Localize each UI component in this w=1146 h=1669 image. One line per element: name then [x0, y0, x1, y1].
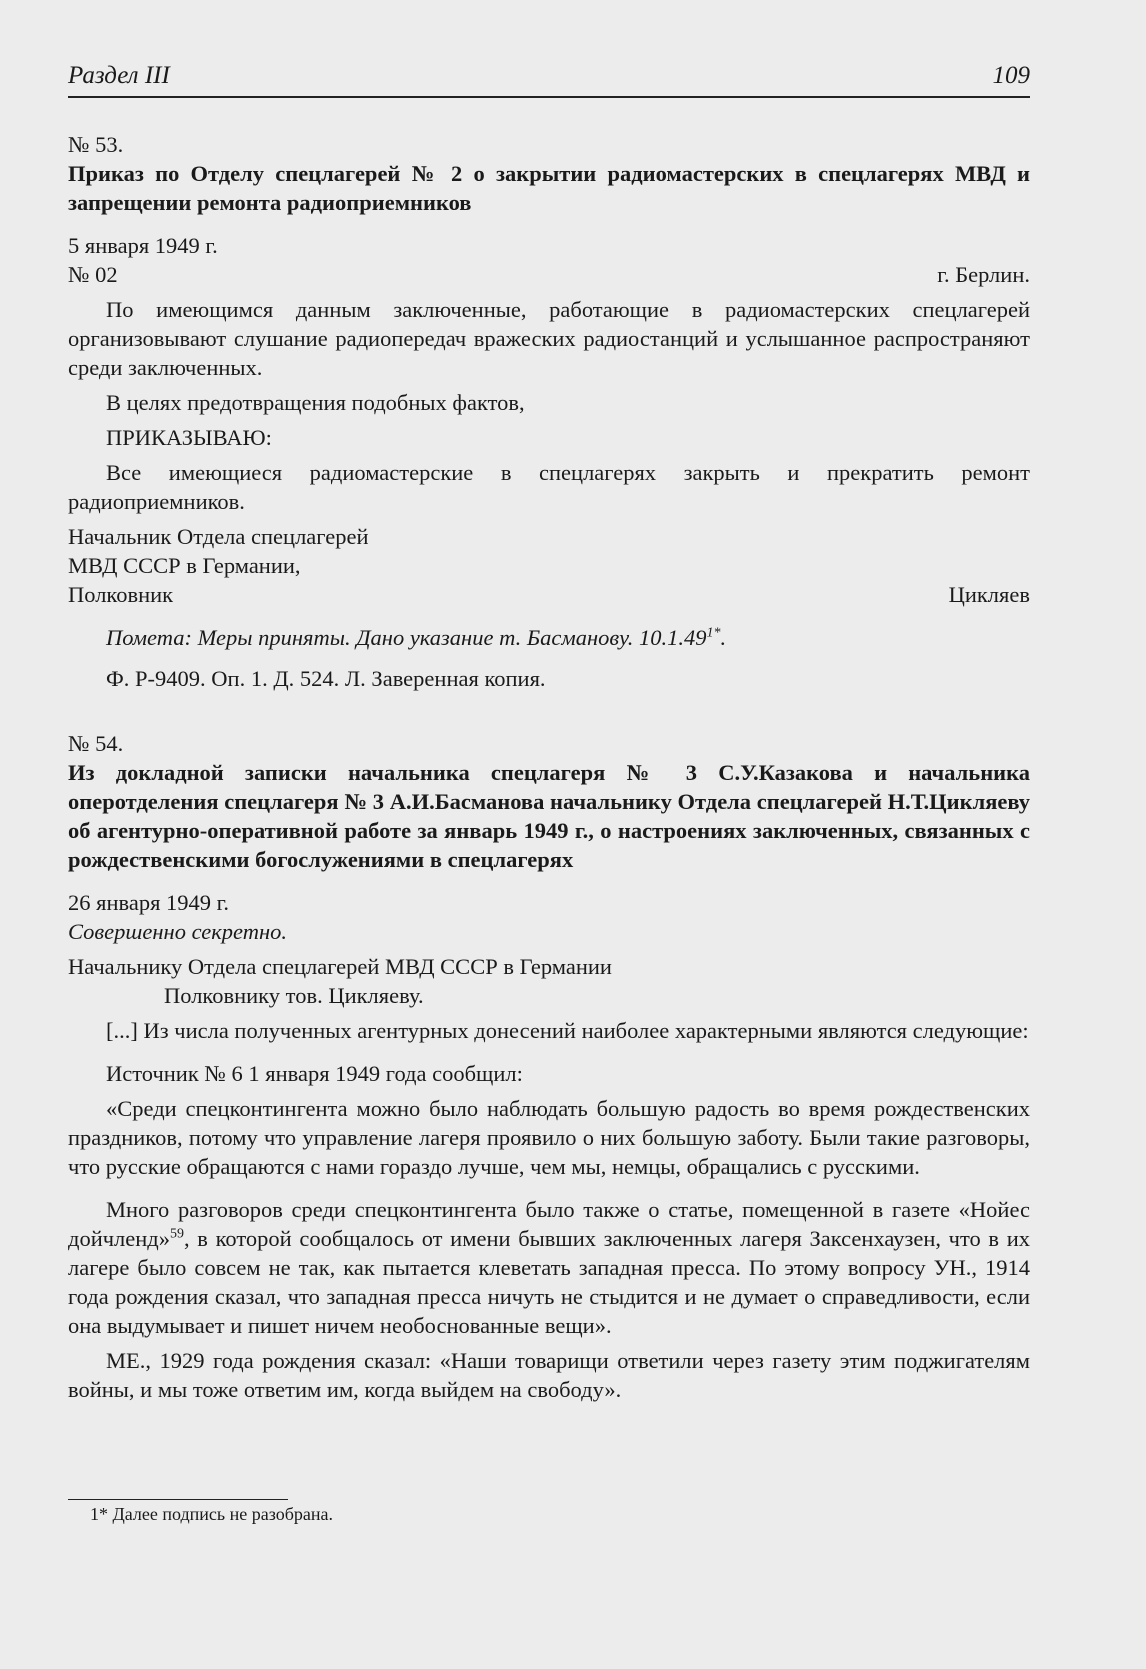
doc54-date: 26 января 1949 г.	[68, 890, 229, 915]
doc54-paragraph-1: [...] Из числа полученных агентурных донесений наиболее характерными являются следующие:	[106, 1018, 1029, 1043]
doc54-footnote-ref-59: 59	[170, 1226, 185, 1242]
footnote-mark: 1*	[90, 1504, 108, 1524]
doc54-paragraph-2: Источник № 6 1 января 1949 года сообщил:	[106, 1061, 523, 1086]
doc53-date: 5 января 1949 г.	[68, 233, 218, 258]
doc53-signature-line-1: Начальник Отдела спецлагерей	[68, 524, 369, 549]
footnote-divider	[68, 1499, 288, 1500]
page-number: 109	[992, 62, 1030, 89]
doc54-secrecy-stamp: Совершенно секретно.	[68, 919, 288, 944]
section-label: Раздел III	[68, 62, 170, 89]
page-header	[68, 62, 1030, 98]
doc53-title: Приказ по Отделу спецлагерей № 2 о закрытии радиомастерских в спецлагерях МВД и запрещении ремонта радиоприемников	[68, 161, 1030, 215]
doc54-paragraph-5: МЕ., 1929 года рождения сказал: «Наши товарищи ответили через газету этим поджигателям войны, и мы тоже ответим им, когда выйдем на свободу».	[68, 1348, 1030, 1402]
doc53-paragraph-4: Все имеющиеся радиомастерские в спецлагерях закрыть и прекратить ремонт радиоприемников.	[68, 460, 1030, 514]
doc54-addressee-line-1: Начальнику Отдела спецлагерей МВД СССР в Германии	[68, 954, 612, 979]
page-content	[68, 130, 1030, 1404]
doc53-signature-line-2: МВД СССР в Германии,	[68, 553, 301, 578]
doc53-order-number: № 02	[68, 262, 118, 287]
doc54-paragraph-4-start: Много разговоров среди спецконтингента было также о статье, помещенной в газете «Нойес дойчленд»	[68, 1197, 1030, 1251]
footnote-text: Далее подпись не разобрана.	[108, 1504, 334, 1524]
doc53-note-end: .	[720, 625, 727, 650]
doc53-place: г. Берлин.	[937, 262, 1030, 287]
doc53-paragraph-2: В целях предотвращения подобных фактов,	[106, 390, 525, 415]
doc53-paragraph-1: По имеющимся данным заключенные, работающие в радиомастерских спецлагерей организовывают слушание радиопередач вражеских радиостанций и услышанное распространяют среди заключенных.	[68, 297, 1030, 380]
doc53-note-text: Помета: Меры приняты. Дано указание т. Басманову. 10.1.49	[106, 625, 707, 650]
footnote	[90, 1503, 333, 1525]
doc53-order-row	[68, 260, 1030, 289]
doc54-number: № 54.	[68, 731, 124, 756]
doc53-signature-name: Цикляев	[948, 582, 1030, 607]
doc54-title: Из докладной записки начальника спецлагеря № 3 С.У.Казакова и начальника оперотделения спецлагеря № 3 А.И.Басманова начальнику Отдела спецлагерей Н.Т.Цикляеву об агентурно-оперативной работе за январь 1949 г., о настроениях заключенных, связанных с рождественскими богослужениями в спецлагерях	[68, 760, 1030, 872]
doc54-paragraph-4-end: , в которой сообщалось от имени бывших заключенных лагеря Заксенхаузен, что в их лагере было совсем не так, как пытается клеветать западная пресса. По этому вопросу УН., 1914 года рождения сказал, что западная пресса ничуть не стыдится и не думает о справедливости, если она выдумывает и пишет ничем необоснованные вещи».	[68, 1226, 1030, 1338]
doc53-archive-reference: Ф. Р-9409. Оп. 1. Д. 524. Л. Заверенная копия.	[106, 666, 546, 691]
doc53-signature-row	[68, 580, 1030, 609]
doc53-paragraph-3: ПРИКАЗЫВАЮ:	[106, 425, 272, 450]
doc53-signature-rank: Полковник	[68, 582, 174, 607]
doc54-addressee-line-2: Полковнику тов. Цикляеву.	[164, 983, 424, 1008]
doc53-number: № 53.	[68, 132, 124, 157]
doc53-note	[68, 623, 1030, 652]
doc54-paragraph-3: «Среди спецконтингента можно было наблюдать большую радость во время рождественских праздников, потому что управление лагеря проявило о них большую заботу. Были такие разговоры, что русские обращаются с нами гораздо лучше, чем мы, немцы, обращались с русскими.	[68, 1096, 1030, 1179]
doc54-paragraph-4	[68, 1195, 1030, 1340]
doc53-note-footnote-mark: 1*	[706, 625, 721, 641]
